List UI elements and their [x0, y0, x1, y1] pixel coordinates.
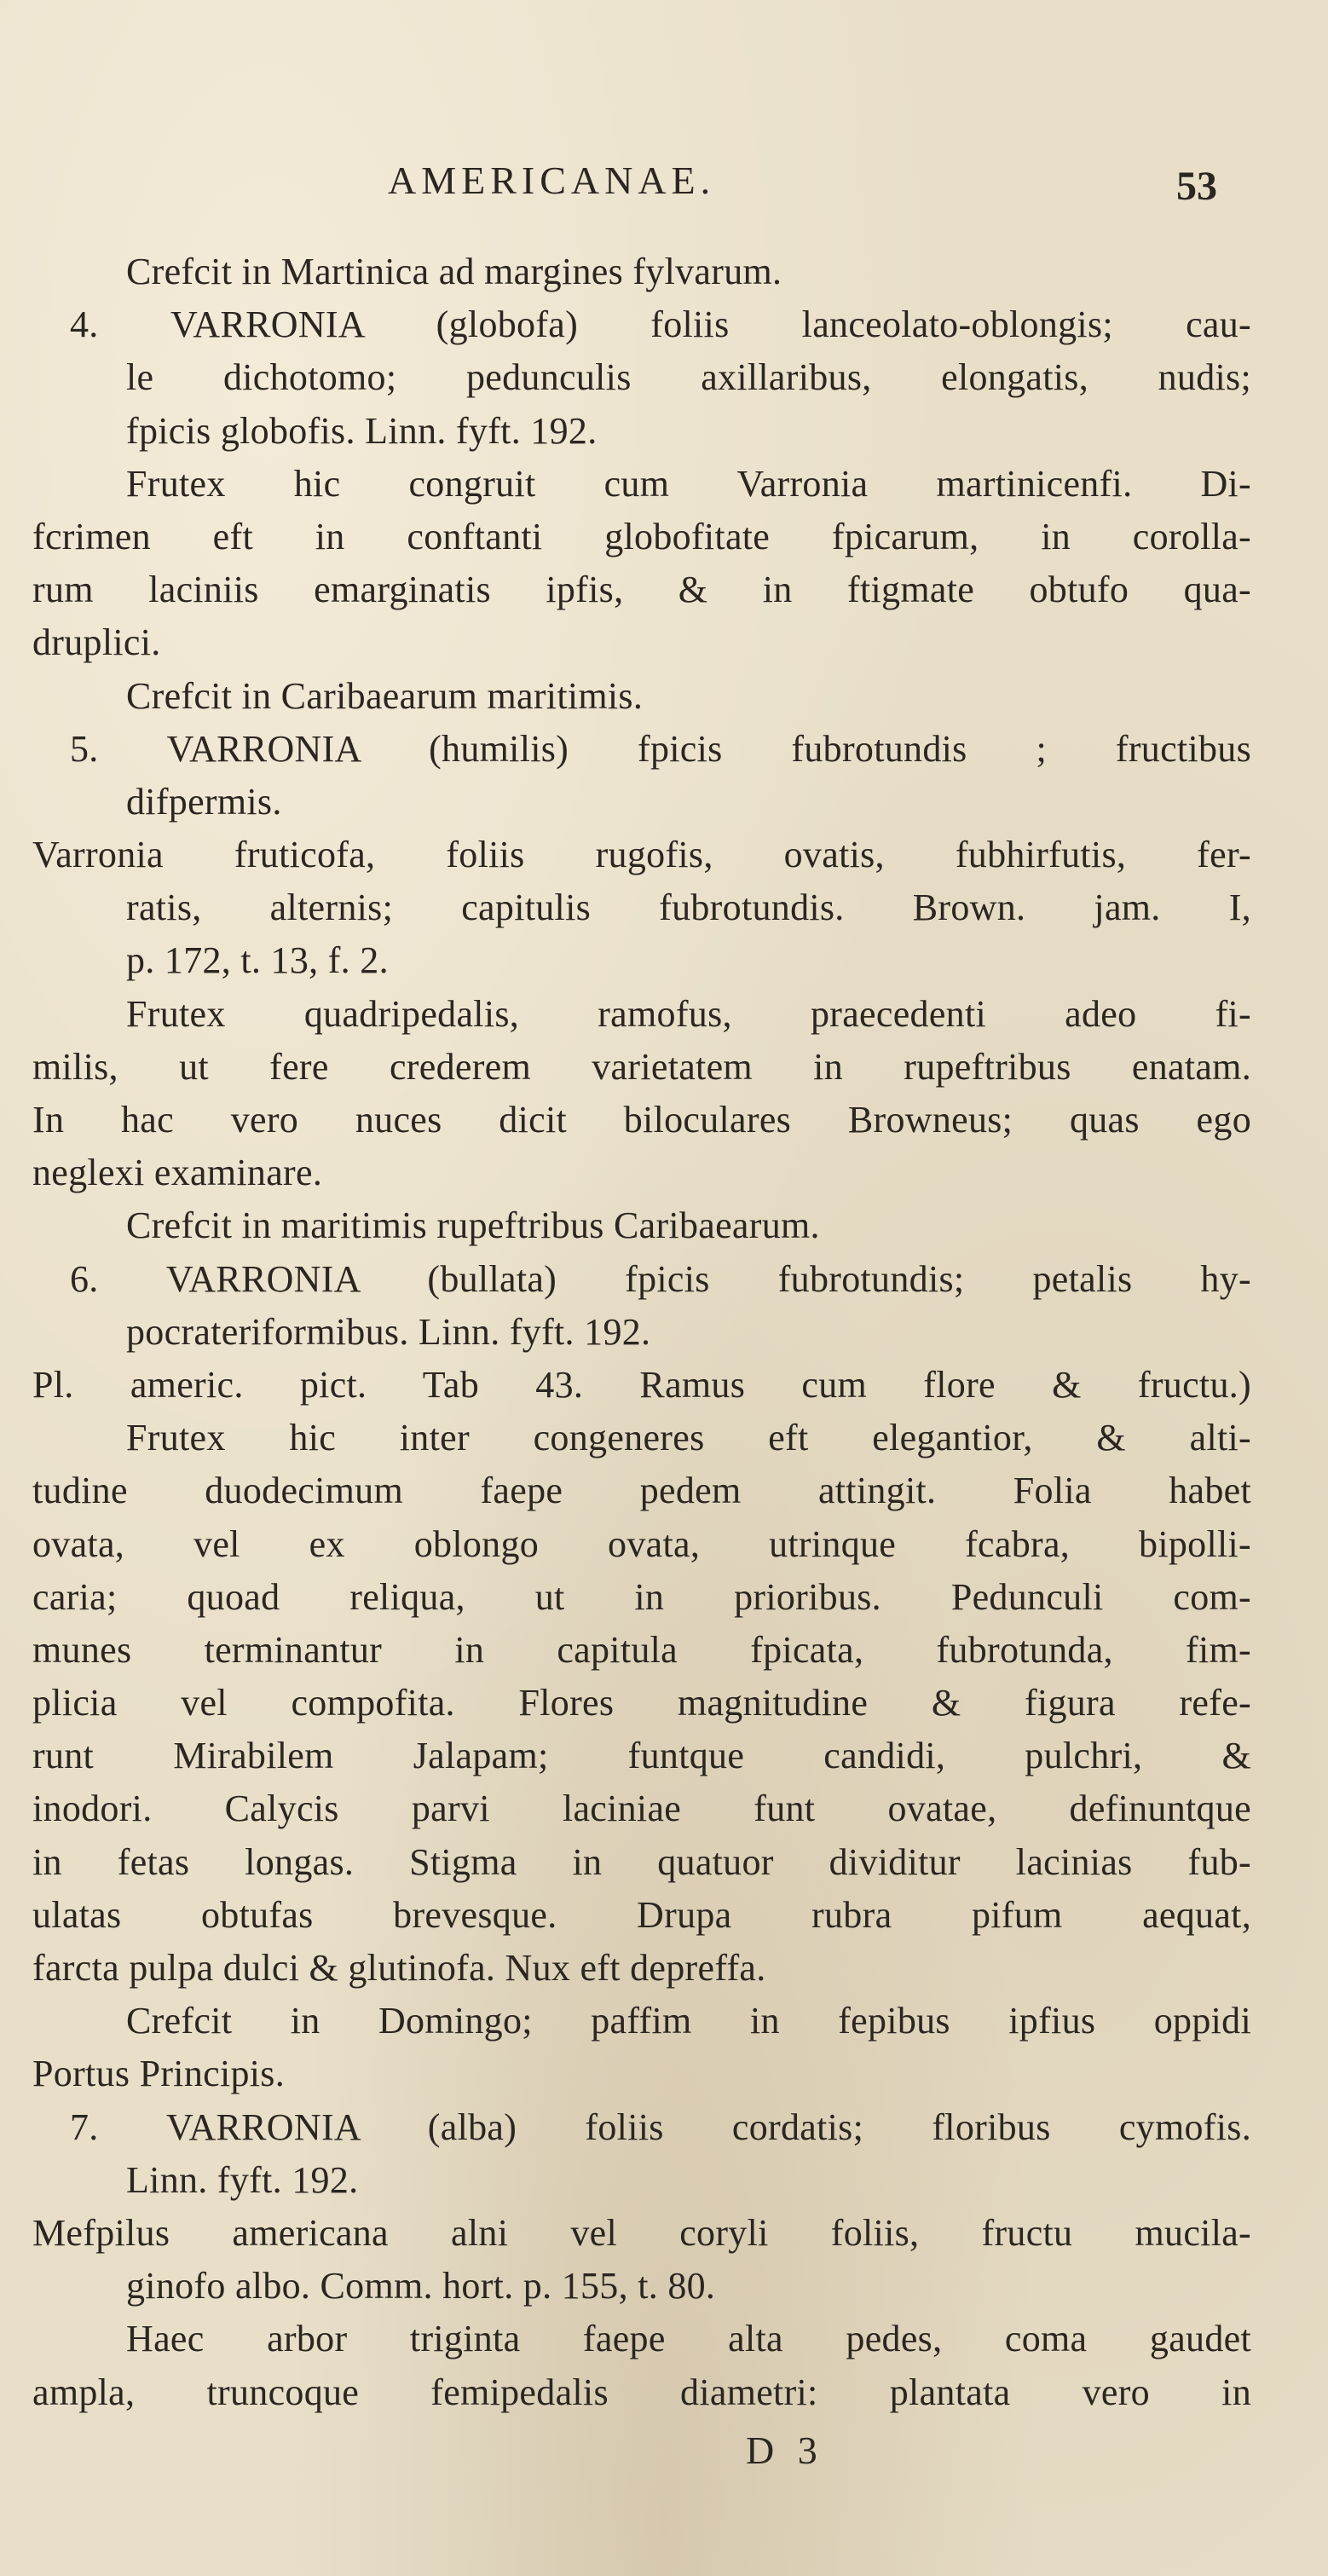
text-line	[0, 1571, 1328, 1624]
text-line-content: ovata, vel ex oblongo ovata, utrinque fcabra, bipolli-	[32, 1522, 1251, 1565]
text-line	[0, 616, 1328, 669]
text-line-content: rum laciniis emarginatis ipfis, & in ftigmate obtufo qua-	[32, 569, 1251, 611]
text-line	[0, 829, 1328, 881]
text-line-content: ratis, alternis; capitulis fubrotundis. Brown. jam. I,	[126, 887, 1251, 929]
text-line-content: p. 172, t. 13, f. 2.	[126, 939, 389, 982]
text-line	[0, 1995, 1328, 2048]
text-line-content: Crefcit in Caribaearum maritimis.	[126, 674, 644, 717]
text-line-content: 4. VARRONIA (globofa) foliis lanceolato-oblongis; cau-	[70, 303, 1251, 346]
text-line-content: in fetas longas. Stigma in quatuor dividitur lacinias fub-	[32, 1840, 1251, 1883]
text-line-content: Linn. fyft. 192.	[126, 2158, 359, 2201]
text-line	[0, 1464, 1328, 1517]
text-line-content: Crefcit in maritimis rupeftribus Caribaearum.	[126, 1204, 820, 1247]
text-line	[0, 1836, 1328, 1889]
text-line-content: 5. VARRONIA (humilis) fpicis fubrotundis ; fructibus	[70, 727, 1251, 770]
text-line-content: ampla, truncoque femipedalis diametri: plantata vero in	[32, 2371, 1251, 2413]
text-line	[0, 1942, 1328, 1995]
text-line	[0, 1782, 1328, 1835]
text-line	[0, 1041, 1328, 1094]
text-line-content: plicia vel compofita. Flores magnitudine & figura refe-	[32, 1682, 1251, 1724]
text-line-content: ginofo albo. Comm. hort. p. 155, t. 80.	[126, 2265, 716, 2307]
text-line-content: neglexi examinare.	[32, 1152, 323, 1194]
text-line	[0, 351, 1328, 404]
text-line	[0, 2154, 1328, 2207]
text-line-content: Pl. americ. pict. Tab 43. Ramus cum flore & fructu.)	[32, 1363, 1251, 1406]
text-line	[0, 563, 1328, 616]
text-line-content: Haec arbor triginta faepe alta pedes, coma gaudet	[126, 2318, 1251, 2360]
text-line	[0, 723, 1328, 776]
page-number: 53	[1176, 164, 1217, 209]
text-line-content: Portus Principis.	[32, 2053, 286, 2095]
text-line-content: Crefcit in Domingo; paffim in fepibus ipfius oppidi	[126, 2000, 1251, 2042]
text-line	[0, 2260, 1328, 2313]
text-line	[0, 934, 1328, 987]
text-line	[0, 458, 1328, 511]
text-line	[0, 776, 1328, 829]
text-line-content: Frutex hic inter congeneres eft elegantior, & alti-	[126, 1417, 1251, 1459]
text-line-content: Frutex hic congruit cum Varronia martinicenfi. Di-	[126, 462, 1251, 505]
text-line	[0, 1889, 1328, 1942]
text-line	[0, 988, 1328, 1041]
text-line-content: druplici.	[32, 621, 161, 664]
text-line	[0, 2101, 1328, 2154]
text-line	[0, 2207, 1328, 2260]
text-line	[0, 2313, 1328, 2365]
text-line	[0, 1094, 1328, 1146]
text-line-content: munes terminantur in capitula fpicata, fubrotunda, fim-	[32, 1628, 1251, 1671]
text-line	[0, 881, 1328, 934]
text-line	[0, 2048, 1328, 2100]
text-line	[0, 1677, 1328, 1730]
text-line-content: fpicis globofis. Linn. fyft. 192.	[126, 409, 598, 452]
text-line-content: Varronia fruticofa, foliis rugofis, ovatis, fubhirfutis, fer-	[32, 834, 1251, 876]
text-line	[0, 1730, 1328, 1782]
text-line	[0, 1306, 1328, 1359]
text-line	[0, 1359, 1328, 1412]
text-line	[0, 670, 1328, 723]
text-line-content: ulatas obtufas brevesque. Drupa rubra pifum aequat,	[32, 1893, 1251, 1936]
text-line	[0, 1146, 1328, 1199]
text-line	[0, 405, 1328, 458]
text-line-content: milis, ut fere crederem varietatem in rupeftribus enatam.	[32, 1045, 1251, 1088]
body-text	[0, 245, 1328, 2419]
page-header	[0, 158, 1328, 226]
signature-mark: D 3	[746, 2429, 824, 2472]
text-line-content: pocrateriformibus. Linn. fyft. 192.	[126, 1310, 651, 1353]
text-line	[0, 1624, 1328, 1677]
text-line-content: farcta pulpa dulci & glutinofa. Nux eft depreffa.	[32, 1947, 766, 1989]
text-line-content: Crefcit in Martinica ad margines fylvarum.	[126, 251, 782, 292]
text-line-content: Mefpilus americana alni vel coryli foliis, fructu mucila-	[32, 2211, 1251, 2254]
text-line	[0, 1253, 1328, 1306]
text-line	[0, 2366, 1328, 2419]
text-line-content: inodori. Calycis parvi laciniae funt ovatae, definuntque	[32, 1788, 1251, 1830]
text-line	[0, 1412, 1328, 1464]
text-line	[0, 298, 1328, 351]
running-title: AMERICANAE.	[388, 159, 716, 202]
text-line-content: fcrimen eft in conftanti globofitate fpicarum, in corolla-	[32, 515, 1251, 557]
text-line	[0, 245, 1328, 298]
text-line-content: tudine duodecimum faepe pedem attingit. Folia habet	[32, 1470, 1251, 1512]
text-line-content: In hac vero nuces dicit biloculares Browneus; quas ego	[32, 1099, 1251, 1141]
text-line	[0, 511, 1328, 563]
text-line-content: runt Mirabilem Jalapam; funtque candidi, pulchri, &	[32, 1735, 1251, 1777]
text-line-content: 7. VARRONIA (alba) foliis cordatis; floribus cymofis.	[70, 2105, 1251, 2148]
text-line-content: difpermis.	[126, 780, 282, 823]
text-line-content: caria; quoad reliqua, ut in prioribus. Pedunculi com-	[32, 1575, 1251, 1618]
text-line-content: le dichotomo; pedunculis axillaribus, elongatis, nudis;	[126, 356, 1251, 399]
text-line	[0, 1199, 1328, 1252]
text-line	[0, 1518, 1328, 1571]
text-line-content: Frutex quadripedalis, ramofus, praecedenti adeo fi-	[126, 992, 1251, 1035]
text-line-content: 6. VARRONIA (bullata) fpicis fubrotundis; petalis hy-	[70, 1257, 1251, 1300]
